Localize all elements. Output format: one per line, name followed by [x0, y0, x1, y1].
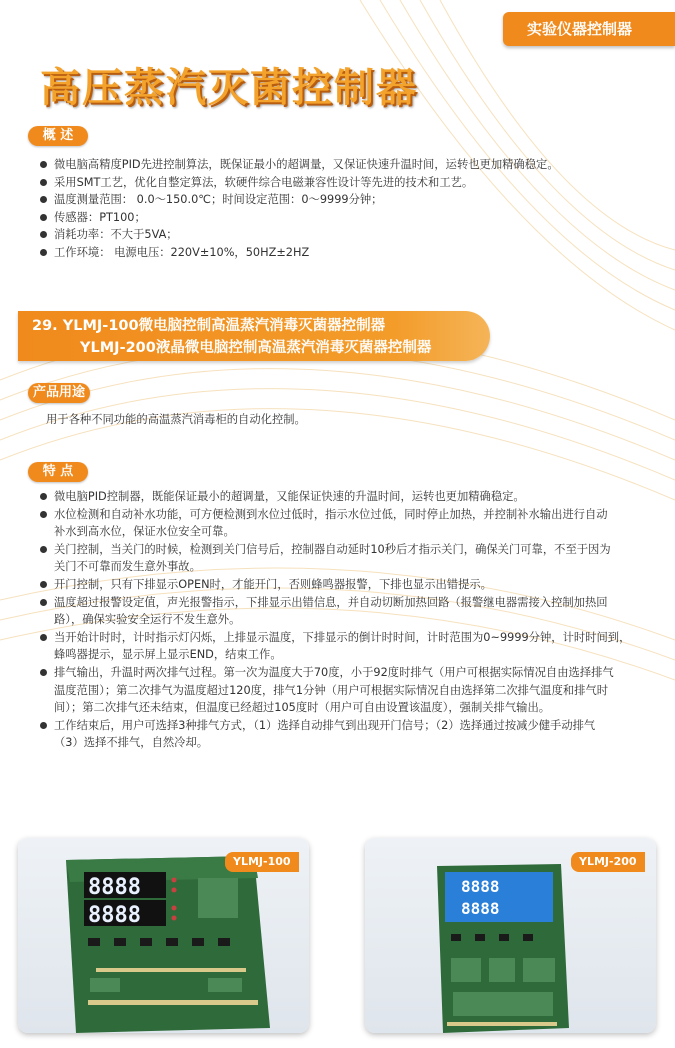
- lcd-digits-top: 8888: [461, 877, 500, 896]
- model-banner: [18, 311, 490, 361]
- feature-item: 温度超过报警设定值，声光报警指示，下排显示出错信息，并自动切断加热回路（报警继电器需接入控制加热回 路），确保实验安全运行不发生意外。: [38, 594, 668, 629]
- overview-heading: 概 述: [28, 126, 88, 146]
- feature-item: 关门控制，当关门的时候，检测到关门信号后，控制器自动延时10秒后才指示关门，确保关门可靠，不至于因为 关门不可靠而发生意外事故。: [38, 541, 668, 576]
- overview-item: 传感器：PT100；: [38, 209, 658, 227]
- usage-heading: 产品用途: [28, 383, 90, 403]
- category-tab: 实验仪器控制器: [503, 12, 675, 46]
- overview-item: 消耗功率：不大于5VA；: [38, 226, 658, 244]
- overview-item: 温度测量范围： 0.0～150.0℃；时间设定范围：0～9999分钟；: [38, 191, 658, 209]
- lcd-digits-bottom: 8888: [461, 899, 500, 918]
- feature-item: 工作结束后，用户可选择3种排气方式，（1）选择自动排气到出现开门信号；（2）选择通过按减少健手动排气 （3）选择不排气，自然冷却。: [38, 717, 668, 752]
- feature-item: 排气输出，升温时两次排气过程。第一次为温度大于70度，小于92度时排气（用户可根据实际情况自由选择排气 温度范围）；第二次排气为温度超过120度，排气1分钟（用户可根据实际情况自由选择第二次排气温度和排气时 间）；第二次排气还未结束，但温度已经超过105度时（用户可自由设置该温度），强制关排气输出。: [38, 664, 668, 717]
- feature-item: 当开始计时时，计时指示灯闪烁，上排显示温度，下排显示的倒计时时间，计时范围为0~9999分钟，计时时间到， 蜂鸣器提示，显示屏上显示END，结束工作。: [38, 629, 668, 664]
- feature-item: 开门控制，只有下排显示OPEN时，才能开门，否则蜂鸣器报警，下排也显示出错提示。: [38, 576, 668, 594]
- feature-item: 水位检测和自动补水功能，可方便检测到水位过低时，指示水位过低，同时停止加热，并控制补水输出进行自动 补水到高水位，保证水位安全可靠。: [38, 506, 668, 541]
- overview-item: 微电脑高精度PID先进控制算法，既保证最小的超调量，又保证快速升温时间，运转也更加精确稳定。: [38, 156, 658, 174]
- features-heading: 特 点: [28, 462, 88, 482]
- overview-item: 采用SMT工艺，优化自整定算法，软硬件综合电磁兼容性设计等先进的技术和工艺。: [38, 174, 658, 192]
- overview-list: [38, 156, 658, 262]
- model-line-2: YLMJ-200液晶微电脑控制高温蒸汽消毒灭菌器控制器: [80, 340, 432, 356]
- page-title: 高压蒸汽灭菌控制器: [40, 65, 418, 111]
- product-label-ylmj-100: YLMJ-100: [225, 852, 299, 872]
- product-label-ylmj-200: YLMJ-200: [571, 852, 645, 872]
- led-digits-bottom: 8888: [88, 903, 141, 928]
- overview-item: 工作环境： 电源电压：220V±10%，50HZ±2HZ: [38, 244, 658, 262]
- led-digits-top: 8888: [88, 875, 141, 900]
- features-list: [38, 488, 668, 752]
- usage-text: 用于各种不同功能的高温蒸汽消毒柜的自动化控制。: [46, 413, 306, 426]
- feature-item: 微电脑PID控制器，既能保证最小的超调量，又能保证快速的升温时间，运转也更加精确稳定。: [38, 488, 668, 506]
- model-line-1: 29. YLMJ-100微电脑控制高温蒸汽消毒灭菌器控制器: [32, 318, 386, 334]
